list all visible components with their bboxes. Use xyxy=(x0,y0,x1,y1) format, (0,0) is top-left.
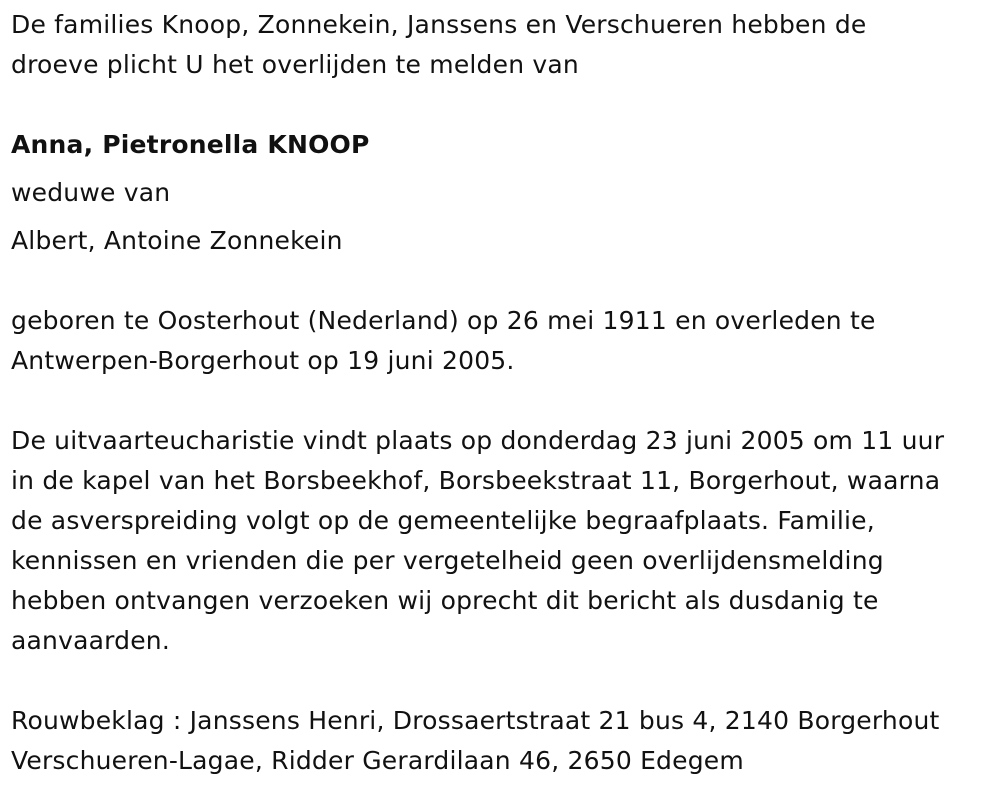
intro-line: droeve plicht U het overlijden te melden van xyxy=(11,50,579,79)
ceremony-line: kennissen en vrienden die per vergetelheid geen overlijdensmelding xyxy=(11,546,884,575)
spouse-name: Albert, Antoine Zonnekein xyxy=(11,226,343,255)
ceremony-line: de asverspreiding volgt op de gemeentelijke begraafplaats. Familie, xyxy=(11,506,875,535)
ceremony-line: De uitvaarteucharistie vindt plaats op donderdag 23 juni 2005 om 11 uur xyxy=(11,426,945,455)
intro-line: De families Knoop, Zonnekein, Janssens en Verschueren hebben de xyxy=(11,10,867,39)
deceased-name: Anna, Pietronella KNOOP xyxy=(11,130,370,159)
birth-death-line: geboren te Oosterhout (Nederland) op 26 mei 1911 en overleden te xyxy=(11,306,876,335)
condolences-line: Rouwbeklag : Janssens Henri, Drossaertstraat 21 bus 4, 2140 Borgerhout xyxy=(11,706,940,735)
ceremony-line: hebben ontvangen verzoeken wij oprecht dit bericht als dusdanig te xyxy=(11,586,879,615)
condolences-line: Verschueren-Lagae, Ridder Gerardilaan 46, 2650 Edegem xyxy=(11,746,744,775)
ceremony-line: in de kapel van het Borsbeekhof, Borsbeekstraat 11, Borgerhout, waarna xyxy=(11,466,941,495)
birth-death-line: Antwerpen-Borgerhout op 19 juni 2005. xyxy=(11,346,515,375)
relation-label: weduwe van xyxy=(11,178,171,207)
ceremony-line: aanvaarden. xyxy=(11,626,170,655)
